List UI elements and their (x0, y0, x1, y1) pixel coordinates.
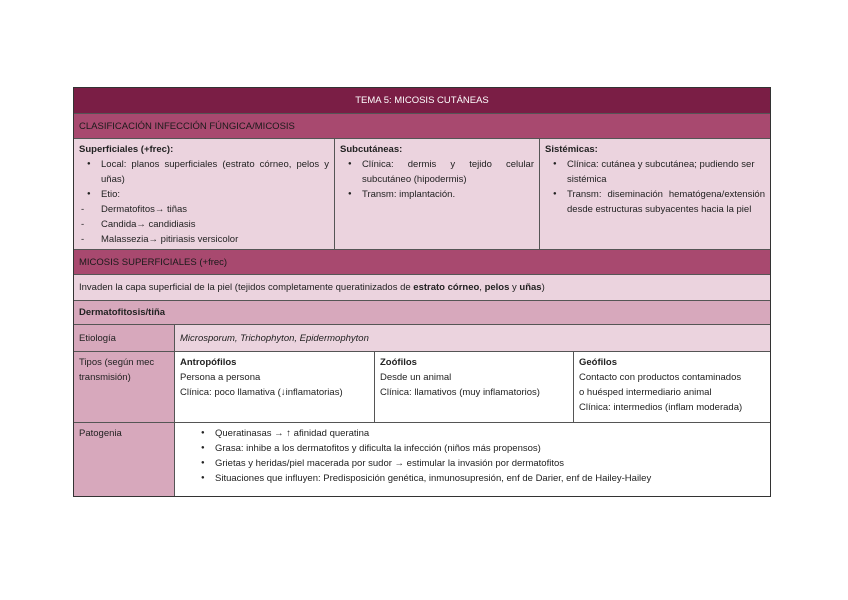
title-row (74, 88, 770, 113)
superficiales-candida: - Candida→ candidiasis (79, 217, 329, 232)
sistemicas-heading: Sistémicas: (545, 144, 598, 155)
patogenia-label-cell (74, 423, 174, 496)
invaden-row (74, 274, 770, 300)
superficiales-malassezia: - Malassezia→ pitiriasis versicolor (79, 232, 329, 247)
classification-row (74, 138, 770, 249)
patogenia-item: ● Grasa: inhibe a los dermatofitos y dificulta la infección (niños más propensos) (193, 441, 765, 456)
micosis-header-row (74, 249, 770, 274)
superficiales-cell (74, 139, 334, 249)
tipos-label: Tipos (según mec transmisión) (79, 357, 155, 383)
zoofilos-heading: Zoófilos (380, 357, 417, 368)
patogenia-row (74, 422, 770, 496)
page-title: TEMA 5: MICOSIS CUTÁNEAS (355, 95, 489, 106)
notes-table (73, 87, 771, 497)
geofilos-line2: o huésped intermediario animal (579, 387, 712, 398)
subcutaneas-heading: Subcutáneas: (340, 144, 403, 155)
zoofilos-cell (374, 352, 573, 422)
subcutaneas-cell (334, 139, 539, 249)
tipos-label-cell (74, 352, 174, 422)
geofilos-line3: Clínica: intermedios (inflam moderada) (579, 402, 743, 413)
zoofilos-line1: Desde un animal (380, 372, 452, 383)
etiologia-row (74, 324, 770, 351)
geofilos-heading: Geófilos (579, 357, 618, 368)
invaden-bold-estrato: estrato córneo (413, 282, 480, 293)
invaden-text (79, 280, 545, 295)
antropofilos-line1: Persona a persona (180, 372, 261, 383)
classification-header: CLASIFICACIÓN INFECCIÓN FÚNGICA/MICOSIS (79, 120, 295, 132)
sistemicas-transm: ● Transm: diseminación hematógena/extensión desde estructuras subyacentes hacia la piel (545, 187, 765, 217)
micosis-header: MICOSIS SUPERFICIALES (+frec) (79, 256, 228, 268)
antropofilos-line2: Clínica: poco llamativa (↓inflamatorias) (180, 387, 343, 398)
sistemicas-clinica: ● Clínica: cutánea y subcutánea; pudiendo ser sistémica (545, 157, 765, 187)
etiologia-value: Microsporum, Trichophyton, Epidermophyton (180, 332, 369, 344)
dermatofitosis-header: Dermatofitosis/tiña (79, 307, 166, 318)
patogenia-list (193, 426, 765, 486)
sistemicas-cell (539, 139, 770, 249)
patogenia-value-cell (174, 423, 770, 496)
superficiales-heading: Superficiales (+frec): (79, 144, 174, 155)
antropofilos-cell (174, 352, 374, 422)
invaden-suffix: ) (541, 282, 545, 293)
antropofilos-heading: Antropófilos (180, 357, 237, 368)
classification-header-row (74, 113, 770, 138)
invaden-bold-unas: uñas (519, 282, 542, 293)
geofilos-line1: Contacto con productos contaminados (579, 372, 742, 383)
invaden-bold-pelos: pelos (484, 282, 510, 293)
superficiales-local: ● Local: planos superficiales (estrato córneo, pelos y uñas) (79, 157, 329, 187)
invaden-sep2: y (509, 282, 520, 293)
superficiales-etio: ● Etio: (79, 187, 329, 202)
etiologia-label: Etiología (79, 332, 116, 344)
invaden-prefix: Invaden la capa superficial de la piel (tejidos completamente queratinizados de (79, 282, 414, 293)
invaden-sep1: , (479, 282, 485, 293)
patogenia-item: ● Situaciones que influyen: Predisposición genética, inmunosupresión, enf de Darier, enf de Hailey-Hailey (193, 471, 765, 486)
subcutaneas-clinica: ● Clínica: dermis y tejido celular subcutáneo (hipodermis) (340, 157, 534, 187)
geofilos-cell (573, 352, 770, 422)
subcutaneas-transm: ● Transm: implantación. (340, 187, 534, 202)
zoofilos-line2: Clínica: llamativos (muy inflamatorios) (380, 387, 540, 398)
patogenia-item: ● Queratinasas → ↑ afinidad queratina (193, 426, 765, 441)
etiologia-label-cell (74, 325, 174, 351)
patogenia-item: ● Grietas y heridas/piel macerada por sudor → estimular la invasión por dermatofitos (193, 456, 765, 471)
dermatofitosis-header-row (74, 300, 770, 324)
superficiales-dermatofitos: - Dermatofitos→ tiñas (79, 202, 329, 217)
tipos-row (74, 351, 770, 422)
etiologia-value-cell (174, 325, 770, 351)
patogenia-label: Patogenia (79, 428, 122, 439)
